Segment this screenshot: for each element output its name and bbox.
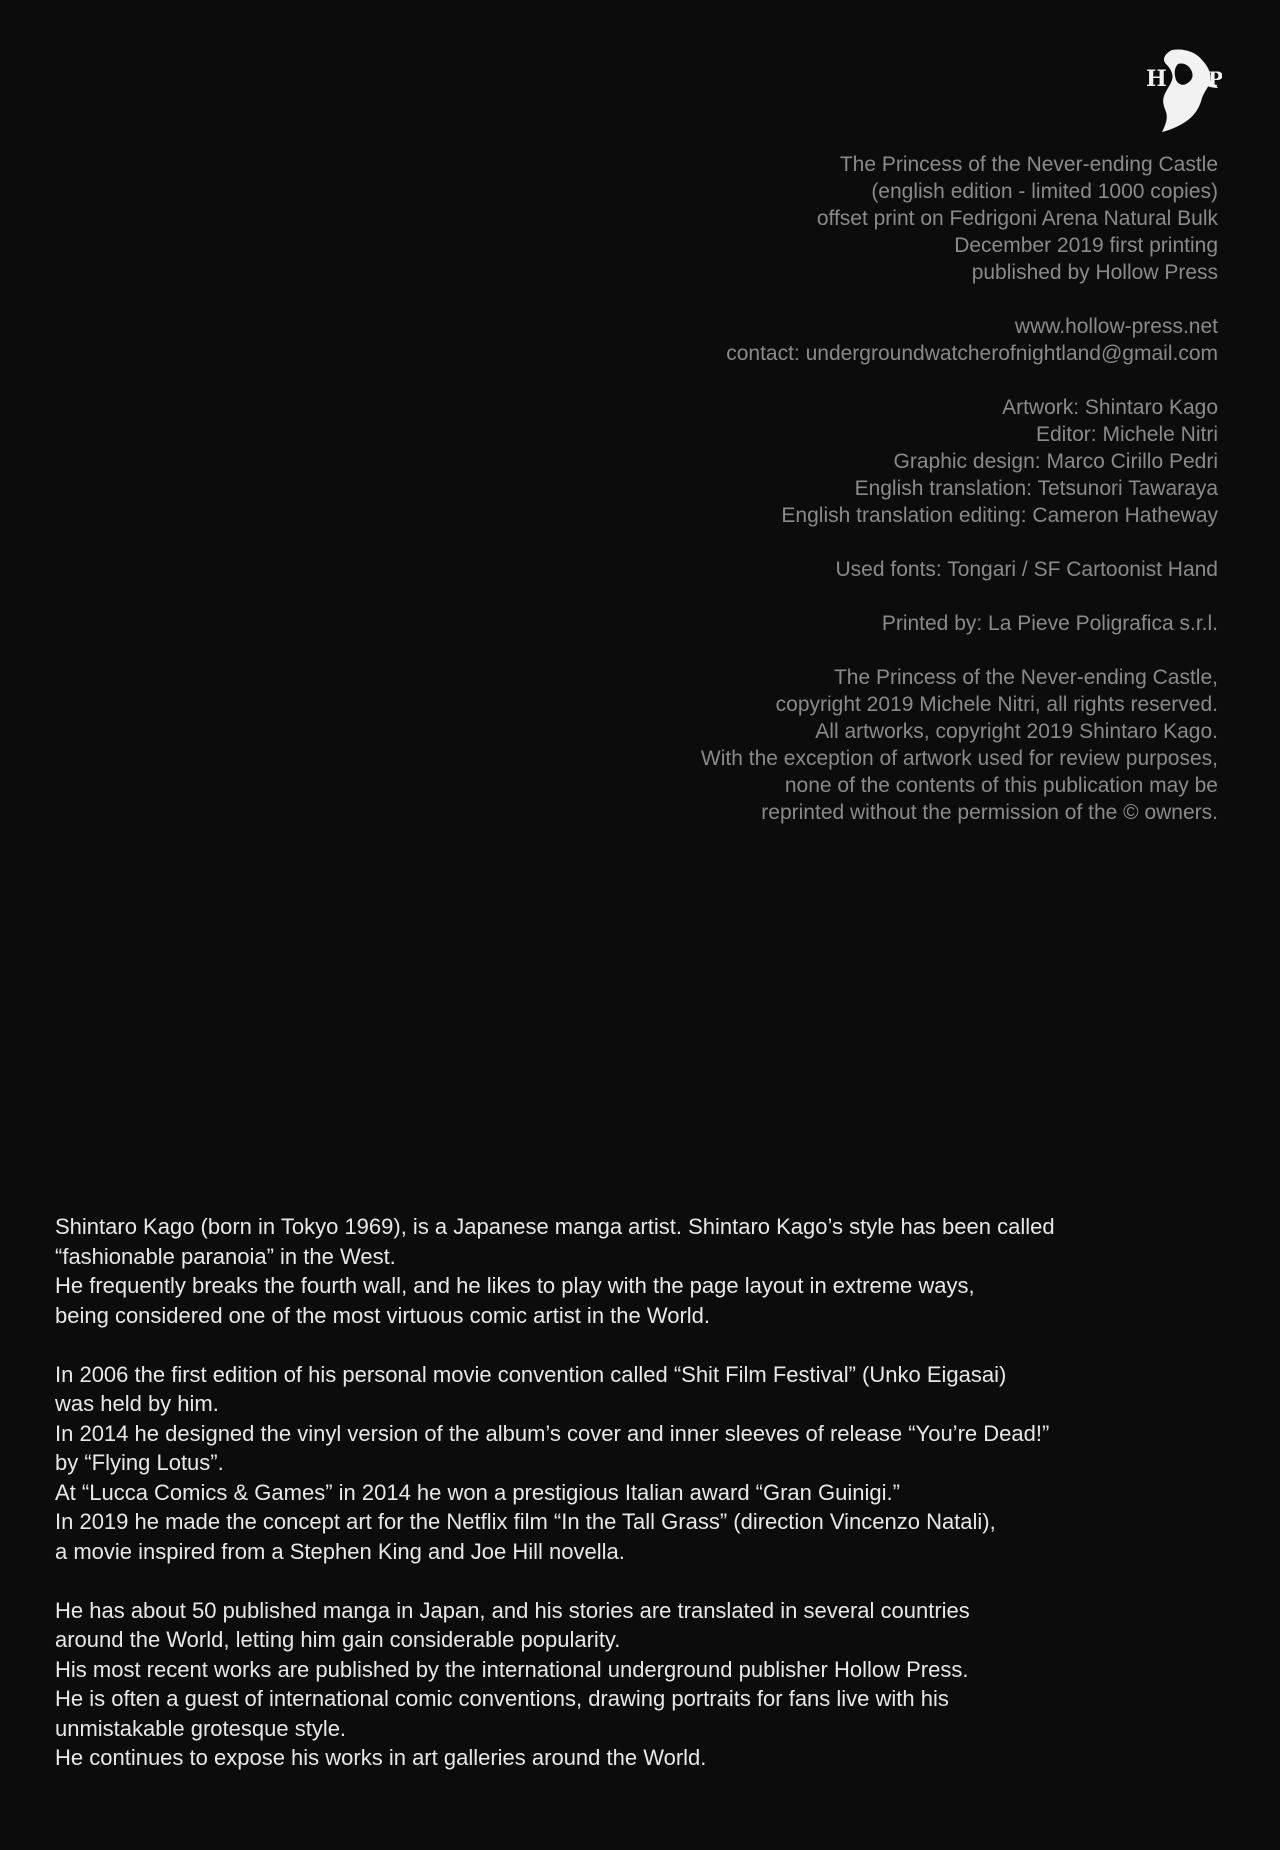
colophon-line: www.hollow-press.net <box>1014 315 1218 338</box>
bio-line: Shintaro Kago (born in Tokyo 1969), is a Japanese manga artist. Shintaro Kago’s style has been called <box>55 1214 1055 1239</box>
colophon-line: The Princess of the Never-ending Castle <box>839 153 1218 176</box>
colophon-line: contact: undergroundwatcherofnightland@gmail.com <box>726 342 1218 365</box>
colophon-line: none of the contents of this publication may be <box>784 774 1218 797</box>
bio-line: In 2014 he designed the vinyl version of the album’s cover and inner sleeves of release “You’re Dead!” <box>55 1420 1050 1446</box>
colophon-line: offset print on Fedrigoni Arena Natural Bulk <box>816 207 1218 230</box>
colophon-line: (english edition - limited 1000 copies) <box>871 180 1218 203</box>
bio-line: He is often a guest of international comic conventions, drawing portraits for fans live with his <box>55 1686 949 1711</box>
bio-line: was held by him. <box>55 1391 219 1416</box>
bio-line: In 2006 the first edition of his personal movie convention called “Shit Film Festival” (Unko Eigasai) <box>55 1361 1007 1387</box>
bio-line: a movie inspired from a Stephen King and Joe Hill novella. <box>55 1538 625 1564</box>
bio-line: being considered one of the most virtuous comic artist in the World. <box>55 1302 711 1328</box>
colophon-line: The Princess of the Never-ending Castle, <box>833 666 1218 689</box>
colophon-line: reprinted without the permission of the © owners. <box>761 801 1218 824</box>
bio-paragraph <box>55 1212 1235 1330</box>
logo-letter-p: P <box>1208 67 1222 91</box>
colophon-block <box>458 556 1218 583</box>
bio-line: He continues to expose his works in art galleries around the World. <box>55 1745 707 1770</box>
colophon-block <box>458 610 1218 637</box>
logo-letter-h: H <box>1146 66 1167 92</box>
colophon-line: Used fonts: Tongari / SF Cartoonist Hand <box>835 558 1218 581</box>
colophon-line: With the exception of artwork used for review purposes, <box>700 747 1218 770</box>
bio-line: by “Flying Lotus”. <box>55 1450 224 1475</box>
bio-line: unmistakable grotesque style. <box>55 1715 347 1741</box>
colophon-line: English translation editing: Cameron Hatheway <box>781 504 1218 527</box>
colophon-block <box>458 664 1218 826</box>
bio-line: In 2019 he made the concept art for the Netflix film “In the Tall Grass” (direction Vincenzo Natali), <box>55 1509 996 1534</box>
colophon-line: Printed by: La Pieve Poligrafica s.r.l. <box>881 612 1218 635</box>
bio-line: He frequently breaks the fourth wall, and he likes to play with the page layout in extreme ways, <box>55 1273 975 1298</box>
colophon-block <box>458 394 1218 529</box>
colophon-block <box>458 313 1218 367</box>
hollow-press-logo-icon <box>1132 46 1222 136</box>
bio-line: He has about 50 published manga in Japan, and his stories are translated in several countries <box>55 1597 970 1623</box>
bio-line: At “Lucca Comics & Games” in 2014 he won a prestigious Italian award “Gran Guinigi.” <box>55 1479 900 1505</box>
colophon-block <box>458 151 1218 286</box>
colophon-credits <box>458 151 1218 853</box>
colophon-line: December 2019 first printing <box>954 234 1218 257</box>
bio-paragraph <box>55 1360 1235 1567</box>
colophon-line: English translation: Tetsunori Tawaraya <box>854 477 1218 500</box>
colophon-line: published by Hollow Press <box>971 261 1218 284</box>
bio-line: His most recent works are published by the international underground publisher Hollow Press. <box>55 1656 969 1682</box>
bio-paragraph <box>55 1596 1235 1773</box>
bio-line: “fashionable paranoia” in the West. <box>55 1243 396 1269</box>
colophon-line: All artworks, copyright 2019 Shintaro Kago. <box>815 720 1218 743</box>
bio-line: around the World, letting him gain considerable popularity. <box>55 1627 621 1652</box>
colophon-line: Artwork: Shintaro Kago <box>1002 396 1218 419</box>
artist-biography <box>55 1212 1235 1802</box>
colophon-line: Graphic design: Marco Cirillo Pedri <box>893 450 1218 473</box>
colophon-line: copyright 2019 Michele Nitri, all rights reserved. <box>775 693 1218 716</box>
colophon-line: Editor: Michele Nitri <box>1035 423 1218 446</box>
